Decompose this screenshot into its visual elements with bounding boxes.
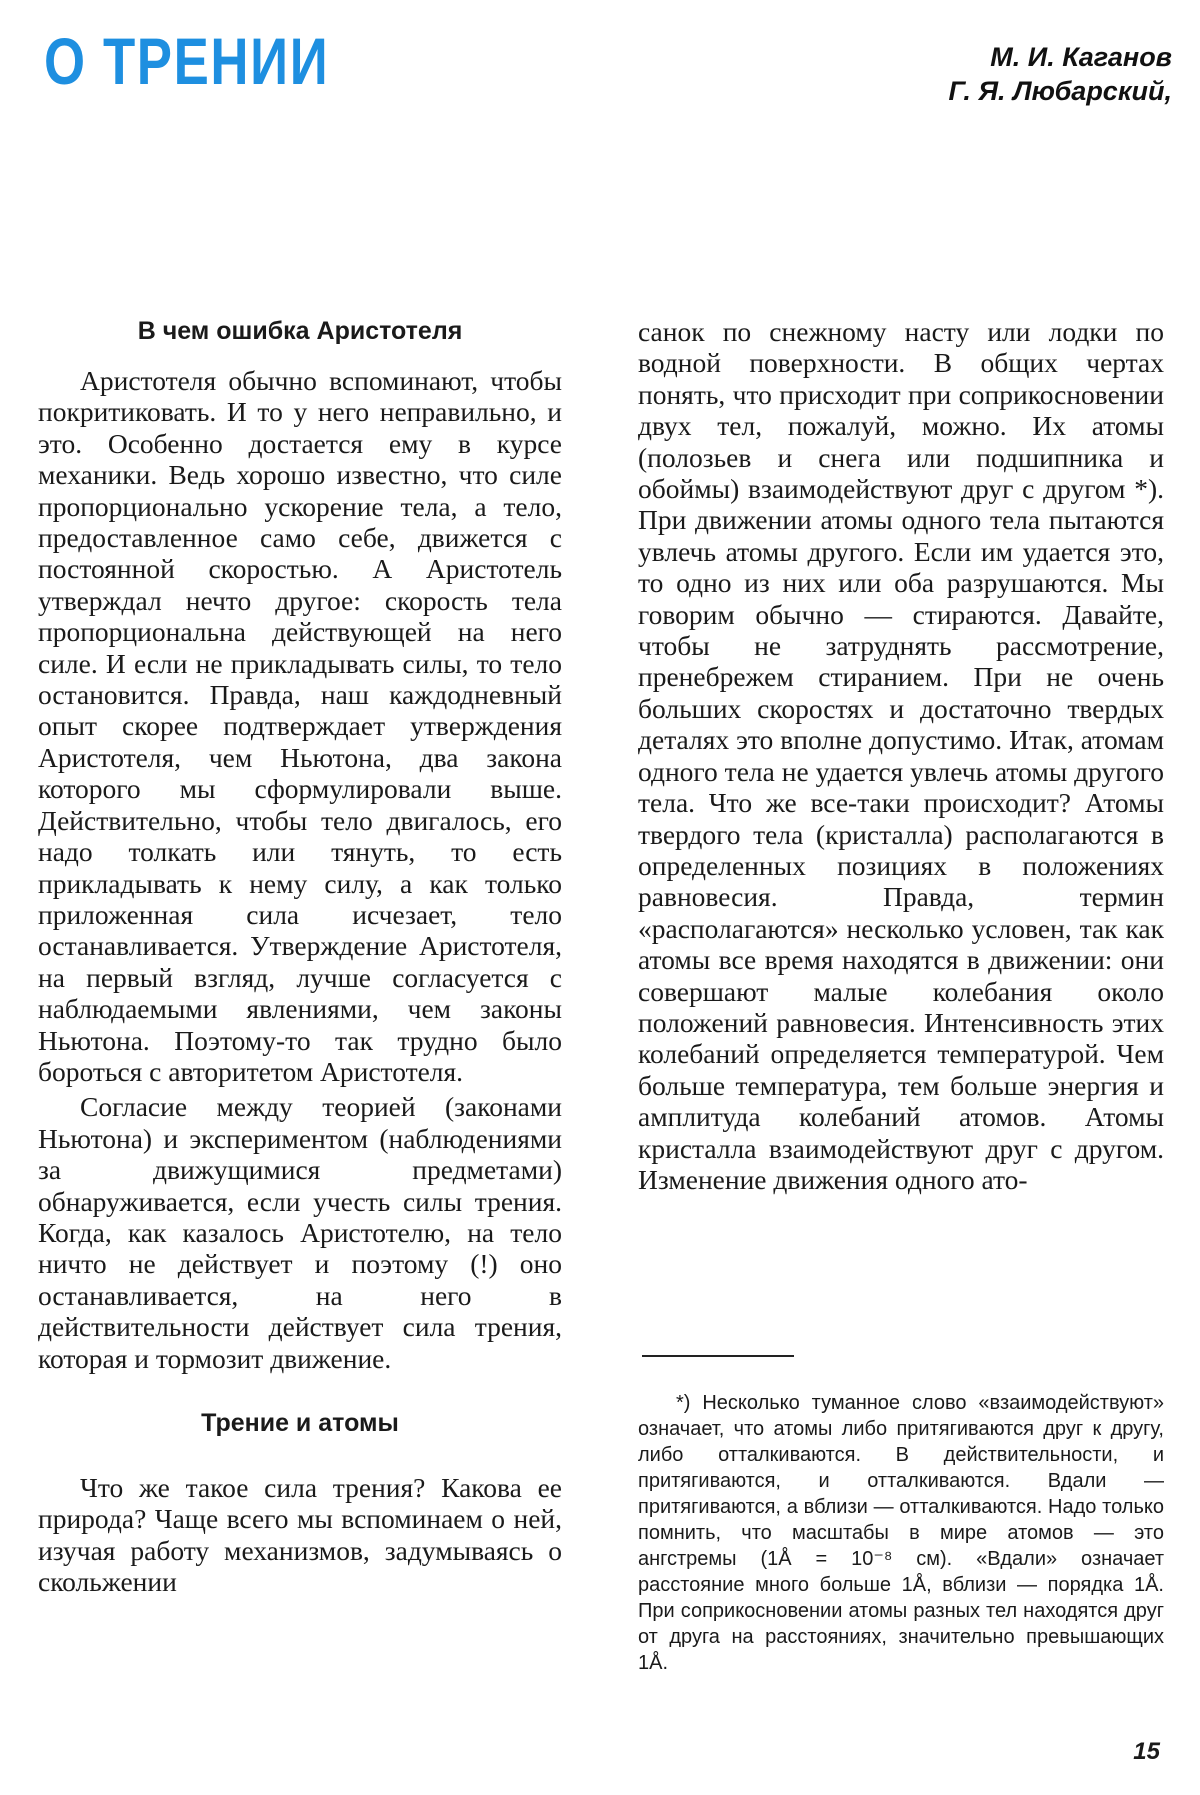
author-name: М. И. Каганов bbox=[990, 42, 1172, 72]
article-authors bbox=[948, 40, 1172, 108]
section-heading: Трение и атомы bbox=[201, 1409, 399, 1437]
author-name: Г. Я. Любарский, bbox=[948, 76, 1172, 106]
footnote-divider bbox=[642, 1355, 794, 1357]
left-column bbox=[38, 316, 562, 1598]
footnote: *) Несколько туманное слово «взаимодействуют» означает, что атомы либо притягиваются друг к другу, либо отталкиваются. В действительности, и притягиваются, и отталкиваются. Вдали — притягиваются, а вблизи — отталкиваются. Надо только помнить, что масштабы в мире атомов — это ангстремы (1Å = 10⁻⁸ см). «Вдали» означает расстояние много больше 1Å, вблизи — порядка 1Å. При соприкосновении атомы разных тел находятся друг от друга на расстояниях, значительно превышающих 1Å. bbox=[638, 1392, 1164, 1674]
body-paragraph: Что же такое сила трения? Какова ее природа? Чаще всего мы вспоминаем о ней, изучая работу механизмов, задумываясь о скольжении bbox=[38, 1472, 562, 1598]
section-heading: В чем ошибка Аристотеля bbox=[137, 317, 463, 345]
right-column bbox=[638, 316, 1164, 1195]
article-title: О ТРЕНИИ bbox=[44, 24, 330, 98]
body-paragraph: санок по снежному насту или лодки по водной поверхности. В общих чертах понять, что присходит при соприкосновении двух тел, пожалуй, можно. Их атомы (полозьев и снега или подшипника и обоймы) взаимодействуют друг с другом *). При движении атомы одного тела пытаются увлечь атомы другого. Если им удается это, то одно из них или оба разрушаются. Мы говорим обычно — стираются. Давайте, чтобы не затруднять рассмотрение, пренебрежем стиранием. При не очень больших скоростях и достаточно твердых деталях это вполне допустимо. Итак, атомам одного тела не удается увлечь атомы другого тела. Что же все-таки происходит? Атомы твердого тела (кристалла) располагаются в определенных позициях в положениях равновесия. Правда, термин «располагаются» несколько условен, так как атомы все время находятся в движении: они совершают малые колебания около положений равновесия. Интенсивность этих колебаний определяется температурой. Чем больше температура, тем больше энергия и амплитуда колебаний атомов. Атомы кристалла взаимодействуют друг с другом. Изменение движения одного ато- bbox=[638, 316, 1164, 1195]
body-paragraph: Аристотеля обычно вспоминают, чтобы покритиковать. И то у него неправильно, и это. Особенно достается ему в курсе механики. Ведь хорошо известно, что силе пропорционально ускорение тела, а тело, предоставленное само себе, движется с постоянной скоростью. А Аристотель утверждал нечто другое: скорость тела пропорциональна действующей на него силе. И если не прикладывать силы, то тело остановится. Правда, наш каждодневный опыт скорее подтверждает утверждения Аристотеля, чем Ньютона, два закона которого мы сформулировали выше. Действительно, чтобы тело двигалось, его надо толкать или тянуть, то есть прикладывать к нему силу, а как только приложенная сила исчезает, тело останавливается. Утверждение Аристотеля, на первый взгляд, лучше согласуется с наблюдаемыми явлениями, чем законы Ньютона. Поэтому-то так трудно было бороться с авторитетом Аристотеля. bbox=[38, 365, 562, 1087]
page-number: 15 bbox=[1133, 1738, 1160, 1765]
body-paragraph: Согласие между теорией (законами Ньютона) и экспериментом (наблюдениями за движущимися предметами) обнаруживается, если учесть силы трения. Когда, как казалось Аристотелю, на тело ничто не действует и поэтому (!) оно останавливается, на него в действительности действует сила трения, которая и тормозит движение. bbox=[38, 1091, 562, 1374]
